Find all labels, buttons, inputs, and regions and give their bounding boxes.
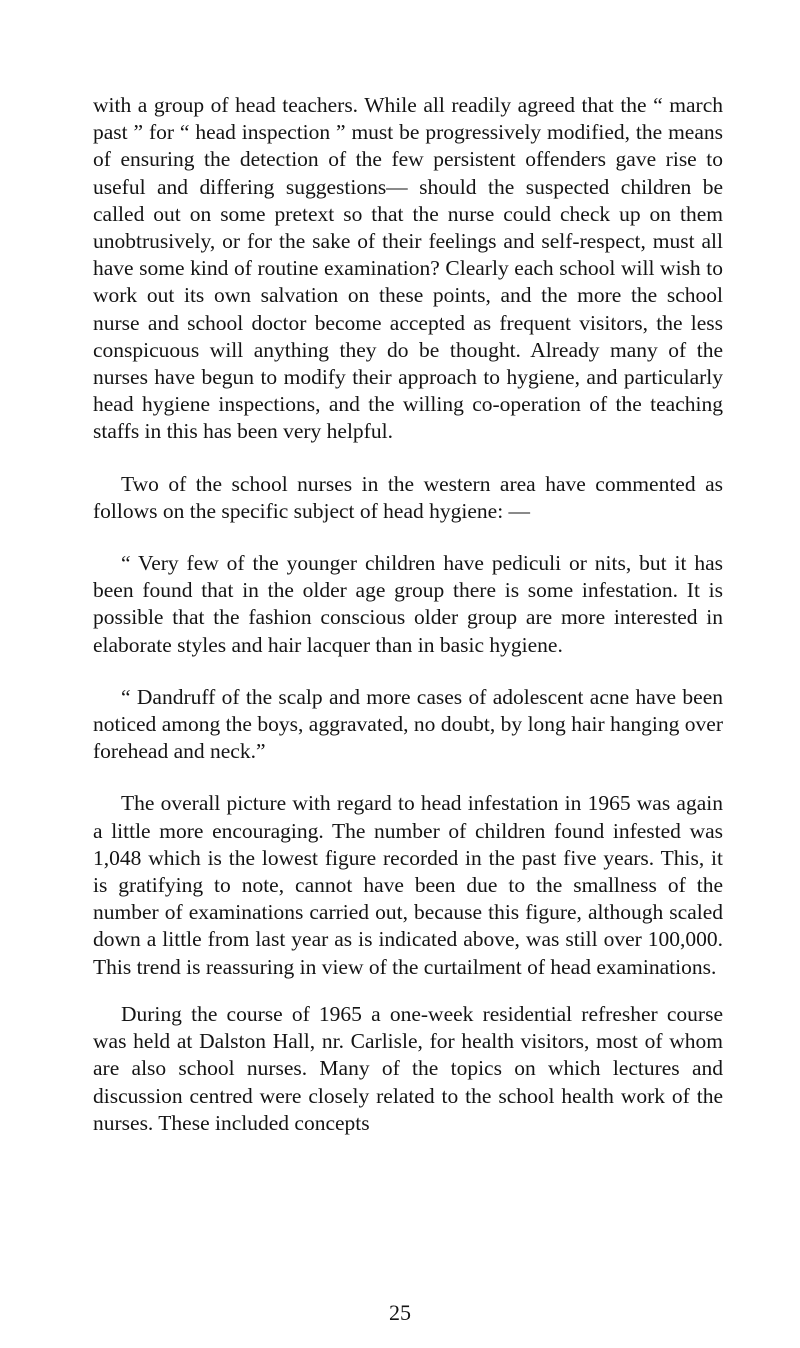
quote-dandruff: “ Dandruff of the scalp and more cases of adolescent acne have been noticed among the boys, aggravated, no doubt, by long hair hanging over forehead and neck.” [93,684,723,764]
paragraph-refresher-course: During the course of 1965 a one-week residential refresher course was held at Dalston Hall, nr. Carlisle, for health visitors, most of whom are also school nurses. Many of the topics on which lectures and discussion centred were closely related to the school health work of the nurses. These included concepts [93,1001,723,1135]
paragraph-head-infestation-1965: The overall picture with regard to head infestation in 1965 was again a little more encouraging. The number of children found infested was 1,048 which is the lowest figure recorded in the past five years. This, it is gratifying to note, cannot have been due to the smallness of the number of examinations carried out, because this figure, although scaled down a little from last year as is indicated above, was still over 100,000. This trend is reassuring in view of the curtailment of head examinations. [93,791,723,979]
page-number: 25 [389,1300,411,1325]
paragraph-head-teachers: with a group of head teachers. While all readily agreed that the “ march past ” for “ head inspection ” must be progressively modified, the means of ensuring the detection of the few persistent offenders gave rise to useful and differing suggestions— should the suspected children be called out on some pretext so that the nurse could check up on them unobtrusively, or for the sake of their feelings and self-respect, must all have some kind of routine examination? Clearly each school will wish to work out its own salvation on these points, and the more the school nurse and school doctor become accepted as frequent visitors, the less conspicuous will anything they do be thought. Already many of the nurses have begun to modify their approach to hygiene, and particularly head hygiene inspections, and the willing co-operation of the teaching staffs in this has been very helpful. [93,93,723,444]
paragraph-school-nurses-comment: Two of the school nurses in the western area have commented as follows on the specific subject of head hygiene: — [93,471,723,523]
quote-younger-children: “ Very few of the younger children have pediculi or nits, but it has been found that in the older age group there is some infestation. It is possible that the fashion conscious older group are more interested in elaborate styles and hair lacquer than in basic hygiene. [93,551,723,657]
document-page [93,92,723,1137]
